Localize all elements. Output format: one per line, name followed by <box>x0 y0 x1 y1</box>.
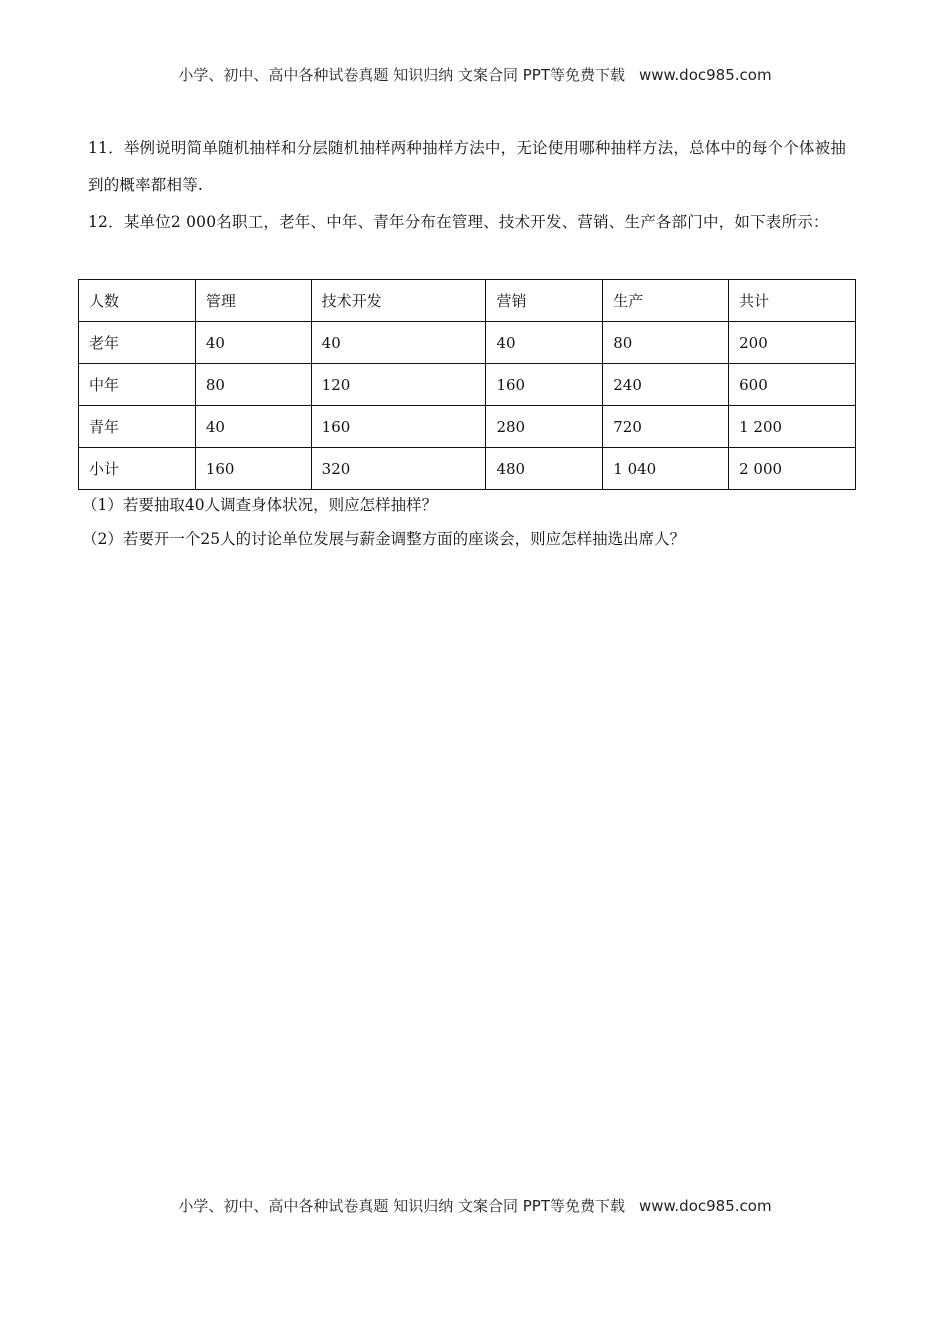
footer-banner-url[interactable]: www.doc985.com <box>638 1197 772 1215</box>
table-cell: 160 <box>311 406 486 448</box>
table-cell: 2 000 <box>729 448 856 490</box>
table-header-cell: 管理 <box>195 280 311 322</box>
sub-question-2: （2）若要开一个25人的讨论单位发展与薪金调整方面的座谈会，则应怎样抽选出席人？ <box>82 530 686 548</box>
header-banner-url[interactable]: www.doc985.com <box>638 66 772 84</box>
table-header-row <box>79 280 856 322</box>
header-banner-text: 小学、初中、高中各种试卷真题 知识归纳 文案合同 PPT等免费下载 <box>178 66 625 84</box>
table-cell: 240 <box>603 364 729 406</box>
table-cell: 320 <box>311 448 486 490</box>
question-12: 12．某单位2 000名职工，老年、中年、青年分布在管理、技术开发、营销、生产各部门中，如下表所示： <box>88 213 829 231</box>
table-cell: 120 <box>311 364 486 406</box>
table-cell: 40 <box>486 322 603 364</box>
table-header-cell: 营销 <box>486 280 603 322</box>
table-header-cell: 技术开发 <box>311 280 486 322</box>
table-cell: 40 <box>195 322 311 364</box>
table-header-cell: 共计 <box>729 280 856 322</box>
table-header-cell: 生产 <box>603 280 729 322</box>
table-cell: 中年 <box>79 364 196 406</box>
table-cell: 80 <box>603 322 729 364</box>
staff-distribution-table <box>78 279 856 490</box>
table-cell: 小计 <box>79 448 196 490</box>
table-cell: 480 <box>486 448 603 490</box>
table-cell: 600 <box>729 364 856 406</box>
header-banner <box>0 64 950 85</box>
table-cell: 200 <box>729 322 856 364</box>
table-row <box>79 364 856 406</box>
footer-banner <box>0 1195 950 1216</box>
table-cell: 160 <box>195 448 311 490</box>
table-cell: 280 <box>486 406 603 448</box>
table-cell: 160 <box>486 364 603 406</box>
table-row <box>79 448 856 490</box>
table-cell: 1 200 <box>729 406 856 448</box>
sub-question-1: （1）若要抽取40人调查身体状况，则应怎样抽样？ <box>82 496 438 514</box>
table-cell: 老年 <box>79 322 196 364</box>
footer-banner-text: 小学、初中、高中各种试卷真题 知识归纳 文案合同 PPT等免费下载 <box>178 1197 625 1215</box>
table-cell: 1 040 <box>603 448 729 490</box>
table-header-cell: 人数 <box>79 280 196 322</box>
table-cell: 80 <box>195 364 311 406</box>
table-row <box>79 322 856 364</box>
table-cell: 720 <box>603 406 729 448</box>
table-cell: 青年 <box>79 406 196 448</box>
table-row <box>79 406 856 448</box>
question-11: 11．举例说明简单随机抽样和分层随机抽样两种抽样方法中，无论使用哪种抽样方法，总体中的每个个体被抽到的概率都相等. <box>88 139 847 194</box>
table-cell: 40 <box>311 322 486 364</box>
table-cell: 40 <box>195 406 311 448</box>
